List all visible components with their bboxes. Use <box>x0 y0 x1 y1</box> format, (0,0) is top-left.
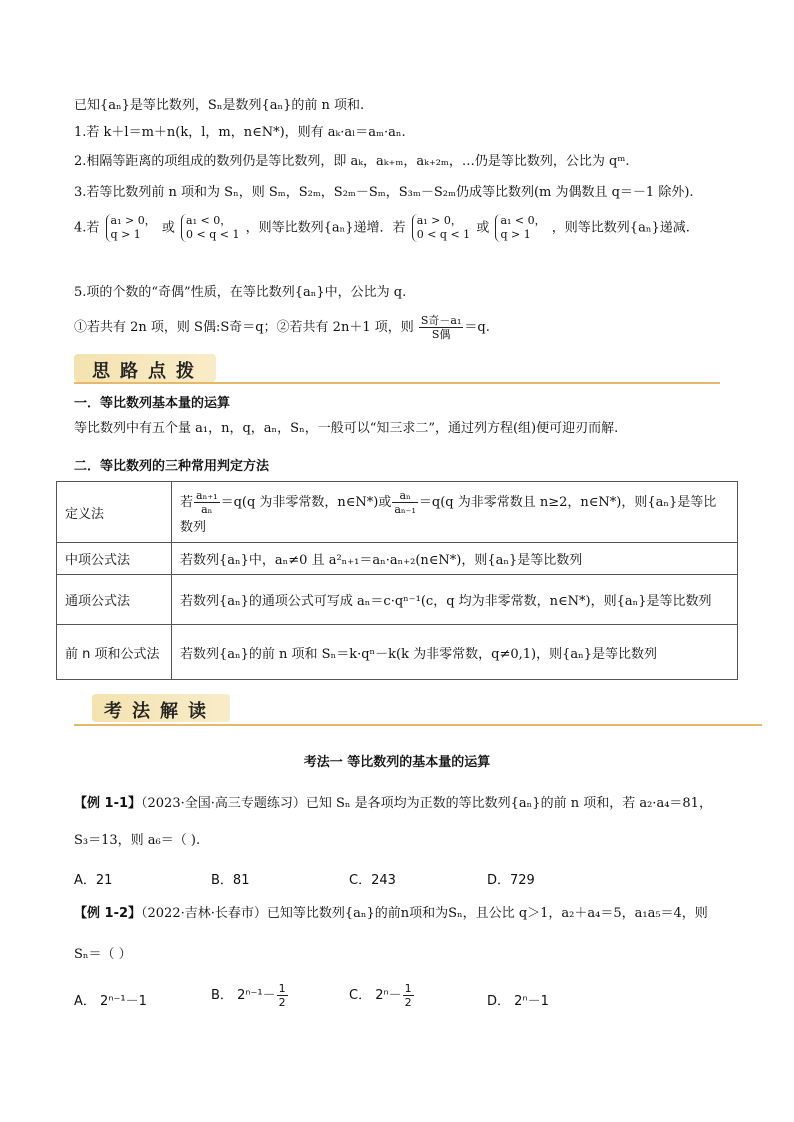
banner-tips-title: 思路点拨 <box>92 361 204 382</box>
banner-methods-title: 考法解读 <box>104 701 216 722</box>
decreasing-text: ，则等比数列{aₙ}递减. <box>551 220 690 236</box>
section-2-title: 二．等比数列的三种常用判定方法 <box>74 459 270 474</box>
property-3: 3.若等比数列前 n 项和为 Sₙ，则 Sₘ，S₂ₘ，S₂ₘ－Sₘ，S₃ₘ－S₂ₘ仍成等比数列(m 为偶数且 q＝－1 除外). <box>74 185 694 200</box>
or-text: 或 <box>161 220 175 236</box>
method-cell: 中项公式法 <box>57 543 172 575</box>
parity-fraction: $\frac{\text{S奇－a₁}}{\text{S偶}}$ <box>420 314 462 341</box>
judgement-methods-table <box>56 481 738 680</box>
method-cell: 通项公式法 <box>57 575 172 625</box>
method-cell: 定义法 <box>57 482 172 543</box>
option-d: D．729 <box>487 873 535 888</box>
option-d: D． 2ⁿ－1 <box>487 994 549 1009</box>
table-row <box>57 575 738 625</box>
section-1-body: 等比数列中有五个量 a₁，n，q，aₙ，Sₙ，一般可以“知三求二”，通过列方程(组)便可迎刃而解. <box>74 421 619 436</box>
property-1-formula: aₖ·aₗ＝aₘ·aₙ. <box>327 125 406 140</box>
property-5-detail-text: ①若共有 2n 项，则 S偶:S奇＝q；②若共有 2n＋1 项，则 <box>74 320 414 335</box>
property-5-detail <box>74 314 490 341</box>
example-1-2-text: （2022·吉林·长春市）已知等比数列{aₙ}的前n项和为Sₙ，且公比 q＞1，a₂＋a₄＝5，a₁a₅＝4，则 <box>141 906 708 921</box>
example-1-1-text: （2023·全国·高三专题练习）已知 Sₙ 是各项均为正数的等比数列{aₙ}的前 n 项和，若 a₂·a₄＝81， <box>141 796 712 811</box>
example-1-1 <box>74 795 712 813</box>
method-description: 若数列{aₙ}的前 n 项和 Sₙ＝k·qⁿ－k(k 为非零常数，q≠0,1)，则{aₙ}是等比数列 <box>172 625 738 680</box>
property-5: 5.项的个数的“奇偶”性质，在等比数列{aₙ}中，公比为 q. <box>74 285 407 300</box>
property-1 <box>74 124 406 142</box>
option-a: A． 2ⁿ⁻¹－1 <box>74 994 147 1009</box>
option-a: A．21 <box>74 873 113 888</box>
property-2: 2.相隔等距离的项组成的数列仍是等比数列，即 aₖ，aₖ₊ₘ，aₖ₊₂ₘ，…仍是等比数列，公比为 qᵐ. <box>74 154 630 169</box>
condition-system-3: a₁ > 0， 0 < q < 1 <box>412 214 470 242</box>
condition-system-2: a₁ < 0， 0 < q < 1 <box>181 214 239 242</box>
table-row <box>57 543 738 575</box>
table-row <box>57 482 738 543</box>
example-tag: 【例 1-2】 <box>74 906 142 921</box>
option-b: B． 2ⁿ⁻¹－ $\frac{1}{2}$ <box>211 982 286 1009</box>
option-c: C．243 <box>349 873 396 888</box>
example-1-2-line2: Sₙ＝（ ） <box>74 947 132 962</box>
table-row <box>57 625 738 680</box>
example-tag: 【例 1-1】 <box>74 796 142 811</box>
property-1-text: 1.若 k＋l＝m＋n(k，l，m，n∈N*)，则有 <box>74 125 328 140</box>
option-b: B．81 <box>211 873 250 888</box>
condition-system-4: a₁ < 0， q > 1 <box>495 214 545 242</box>
method-1-title: 考法一 等比数列的基本量的运算 <box>303 755 491 770</box>
method-cell: 前 n 项和公式法 <box>57 625 172 680</box>
example-1-2 <box>74 905 708 923</box>
or-text: 或 <box>476 220 490 236</box>
condition-system-1: a₁ > 0， q > 1 <box>106 214 156 242</box>
intro-text: 已知{aₙ}是等比数列，Sₙ是数列{aₙ}的前 n 项和. <box>74 98 365 113</box>
property-4-lead: 4.若 <box>74 220 100 236</box>
method-description: 若 $\frac{\text{aₙ₊₁}}{\text{aₙ}}$ ＝q(q 为非零常数，n∈N*)或 $\frac{\text{aₙ}}{\text{aₙ₋₁}}$ ＝q(q 为非零常数且 n≥2，n∈N*)，则{aₙ}是等比数列 <box>172 482 738 543</box>
method-description: 若数列{aₙ}的通项公式可写成 aₙ＝c·qⁿ⁻¹(c，q 均为非零常数，n∈N*)，则{aₙ}是等比数列 <box>172 575 738 625</box>
property-5-detail-tail: ＝q. <box>464 320 490 335</box>
example-1-1-line2: S₃＝13，则 a₆＝（ ). <box>74 833 201 848</box>
section-1-title: 一．等比数列基本量的运算 <box>74 396 231 411</box>
method-description: 若数列{aₙ}中，aₙ≠0 且 a²ₙ₊₁＝aₙ·aₙ₊₂(n∈N*)，则{aₙ}是等比数列 <box>172 543 738 575</box>
option-c: C． 2ⁿ－ $\frac{1}{2}$ <box>349 982 412 1009</box>
increasing-text: ，则等比数列{aₙ}递增．若 <box>245 220 406 236</box>
property-4 <box>74 214 690 242</box>
